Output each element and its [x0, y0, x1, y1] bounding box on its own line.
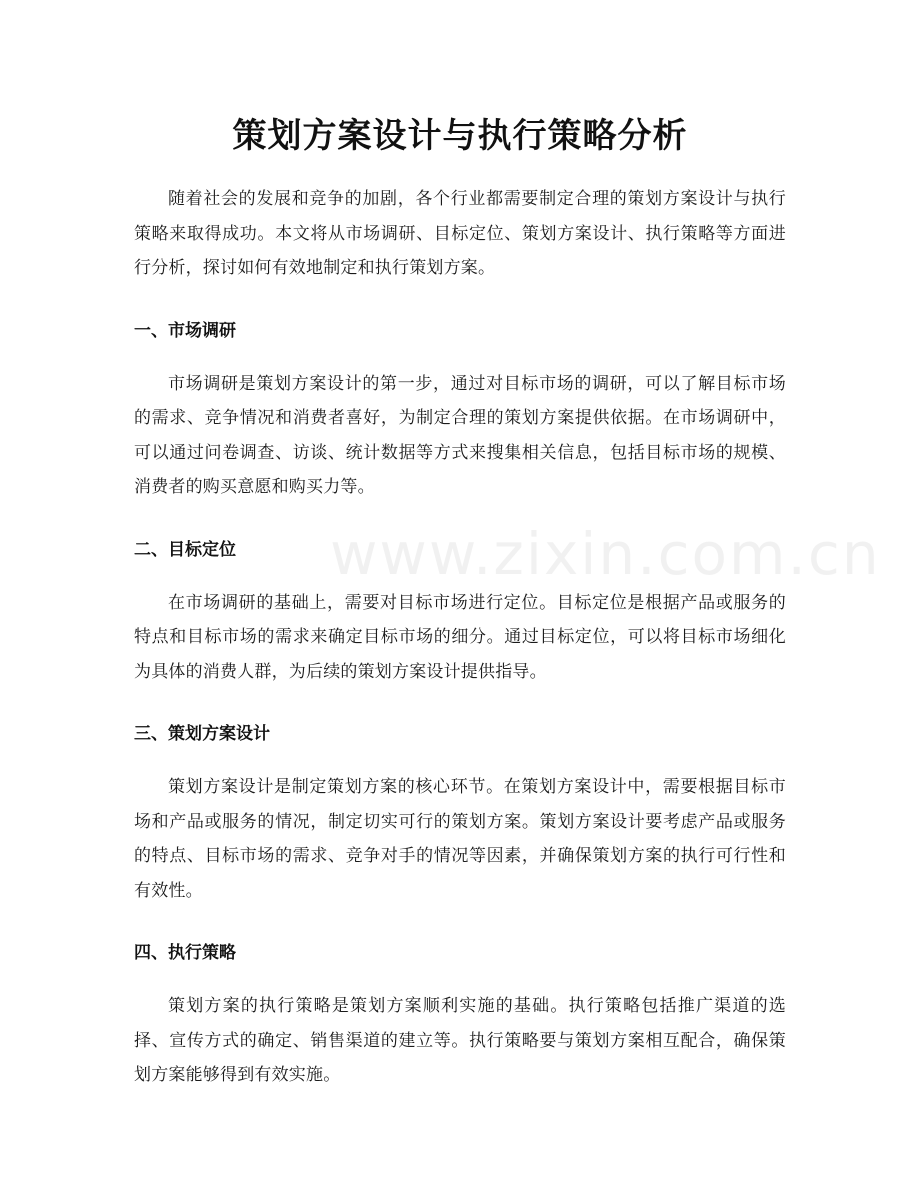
section-plan-design — [134, 717, 786, 908]
document-title: 策划方案设计与执行策略分析 — [232, 116, 688, 156]
intro-paragraph: 随着社会的发展和竞争的加剧，各个行业都需要制定合理的策划方案设计与执行策略来取得成功。本文将从市场调研、目标定位、策划方案设计、执行策略等方面进行分析，探讨如何有效地制定和执行策划方案。 — [134, 189, 786, 278]
section-heading: 二、目标定位 — [134, 539, 236, 560]
section-heading: 三、策划方案设计 — [134, 724, 270, 744]
section-target-positioning — [134, 533, 786, 690]
section-market-research — [134, 314, 786, 505]
section-execution-strategy — [134, 936, 786, 1093]
section-heading: 一、市场调研 — [134, 320, 236, 341]
section-paragraph: 市场调研是策划方案设计的第一步，通过对目标市场的调研，可以了解目标市场的需求、竞争情况和消费者喜好，为制定合理的策划方案提供依据。在市场调研中，可以通过问卷调查、访谈、统计数据等方式来搜集相关信息，包括目标市场的规模、消费者的购买意愿和购买力等。 — [134, 373, 786, 497]
watermark: www.zixin.com.cn — [330, 520, 881, 588]
document-body — [134, 182, 786, 1121]
section-paragraph: 在市场调研的基础上，需要对目标市场进行定位。目标定位是根据产品或服务的特点和目标市场的需求来确定目标市场的细分。通过目标定位，可以将目标市场细化为具体的消费人群，为后续的策划方案设计提供指导。 — [134, 592, 786, 682]
section-paragraph: 策划方案的执行策略是策划方案顺利实施的基础。执行策略包括推广渠道的选择、宣传方式的确定、销售渠道的建立等。执行策略要与策划方案相互配合，确保策划方案能够得到有效实施。 — [134, 996, 786, 1085]
section-heading: 四、执行策略 — [134, 943, 236, 963]
section-paragraph: 策划方案设计是制定策划方案的核心环节。在策划方案设计中，需要根据目标市场和产品或服务的情况，制定切实可行的策划方案。策划方案设计要考虑产品或服务的特点、目标市场的需求、竞争对手的情况等因素，并确保策划方案的执行可行性和有效性。 — [134, 777, 786, 901]
